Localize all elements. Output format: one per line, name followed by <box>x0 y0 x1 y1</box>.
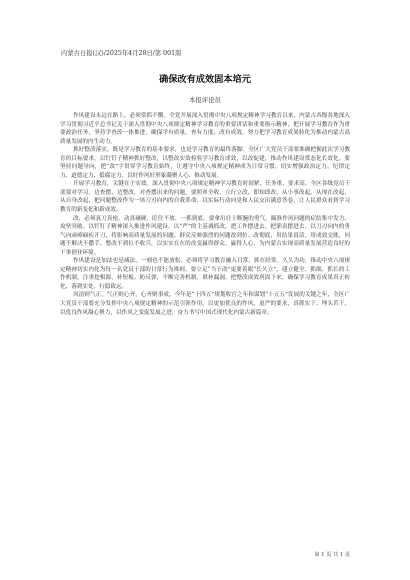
page-number: 第 1 页 共 1 页 <box>314 552 350 558</box>
paragraph-3: 开展学习教育，关键在于实效。深入贯彻中央八项规定精神学习教育时间紧、任务重、要求高，全区各级党员干部要对学习、边查摆、边整改，对查摆出来的问题，要照单全收、立行立改，即知即改，从小事改起，从现在改起，从自身改起，把问题整改作为一场刀刃向内的自我革命，以实际行动向党和人民交出满意答卷，让人民群众看到学习教育的新变化和新成效。 <box>60 181 350 214</box>
paragraph-1: 作风建设永远在路上，必须常抓不懈。全党开展深入贯彻中央八项规定精神学习教育以来，内蒙古各级各地深入学习贯彻习近平总书记关于深入贯彻中央八项规定精神学习教育的重要讲话和重要指示精神，把开展学习教育作为重要政治任务，坚持学查改一体推进，确保学有质量、查有力度、改有成效，努力把学习教育成果转化为推动内蒙古高质量发展的内生动力。 <box>60 113 350 145</box>
paragraph-4: 改，必须真刀真枪，动真碰硬，盯住不放、一抓到底。要拿出壮士断腕的勇气，瞄准作风问题的症结集中发力、攻坚突破。以钉钉子精神深入推进作风建设，以“严”的主基调抓改，把工作摆进去、把职责摆进去，以刀刃向内的勇气向顽瘴痼疾开刀，将影响高质量发展的问题、群众反映强烈的问题改到位、改彻底，用结果说话、用成效交账，问题不解决不撒手、整改不到位不收兵，以实实在在的改变赢得群众、赢得人心，为内蒙古实现高质量发展营造良好的干事创业环境。 <box>60 215 350 256</box>
article-title: 确保改有成效固本培元 <box>159 74 251 85</box>
article-byline: 本报评论员 <box>189 96 221 104</box>
newspaper-source-line: 内蒙古日报(汉)/2025年4月28日/第 001版 <box>61 50 182 57</box>
paragraph-2: 抓好整改落实，既是学习教育的基本要求，也是学习教育的最终落脚。全区广大党员干部要准确把握此次学习教育的目标要求，以钉钉子精神抓好整改，以整改实效检验学习教育成效，以改促建，推动作风建设常态化长效化。要坚持问题导向，把“改”字贯穿学习教育始终，让遵守中央八项规定精神成为日常习惯，切实增强政治定力、纪律定力、道德定力、抵腐定力，以好作风好形象凝聚人心、推动发展。 <box>60 147 350 179</box>
paragraph-6: 风清则气正，气正则心齐，心齐则事成。今年是“十四五”规划收官之年和谋划“十五五”发展的关键之年，全区广大党员干部要充分发挥中央八项规定精神的示范引领作用，以更加优良的作风，更严的要求，真抓实干、埋头苦干，以优良作风凝心聚力，以作风之变促发展之进，奋力书写中国式现代化内蒙古新篇章。 <box>60 292 350 316</box>
article-body <box>60 112 350 317</box>
paragraph-5: 作风建设是加法也是减法，一刻也不能放松，必须将学习教育融入日常、抓在经常。久久为功，推动中央八项规定精神切实内化为每一名党员干部的日常行为准则。要立足“当下改”更要着眼“长久立”，建立健全、抓细、抓长的工作机制，注重挖根源、补短板、防反弹，不断完善机制、填补漏洞，把整改成效巩固下来，确保学习教育成果真正转化、落到实处、行稳致远。 <box>60 258 350 290</box>
